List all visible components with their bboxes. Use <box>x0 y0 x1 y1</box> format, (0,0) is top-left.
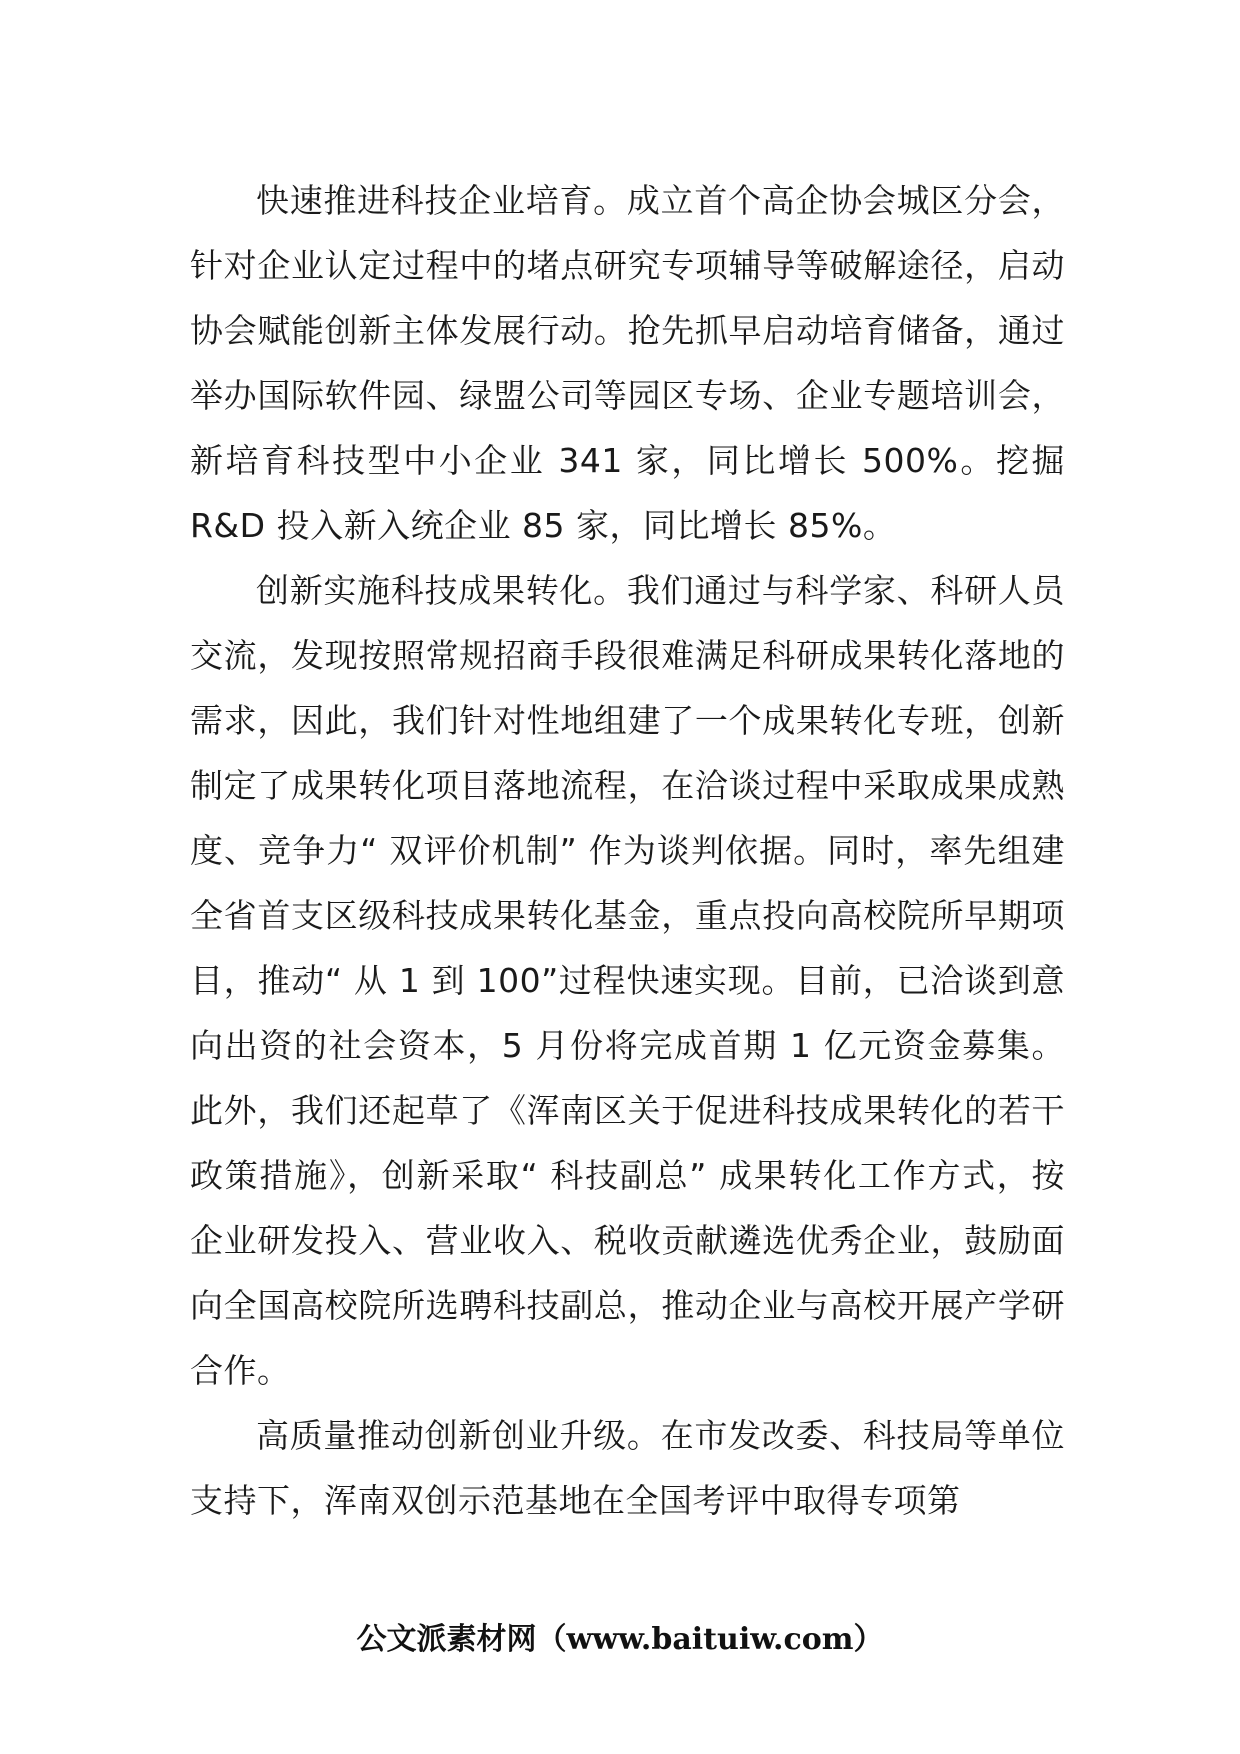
document-body <box>190 168 1065 1533</box>
paragraph-tech-achievement-transfer: 创新实施科技成果转化。我们通过与科学家、科研人员交流，发现按照常规招商手段很难满足科研成果转化落地的需求，因此，我们针对性地组建了一个成果转化专班，创新制定了成果转化项目落地流程，在洽谈过程中采取成果成熟度、竞争力“ 双评价机制” 作为谈判依据。同时，率先组建全省首支区级科技成果转化基金，重点投向高校院所早期项目，推动“ 从 1 到 100”过程快速实现。目前，已洽谈到意向出资的社会资本，5 月份将完成首期 1 亿元资金募集。此外，我们还起草了《浑南区关于促进科技成果转化的若干政策措施》，创新采取“ 科技副总” 成果转化工作方式，按企业研发投入、营业收入、税收贡献遴选优秀企业，鼓励面向全国高校院所选聘科技副总，推动企业与高校开展产学研合作。 <box>190 571 1065 1390</box>
footer-watermark: 公文派素材网（www.baituiw.com） <box>356 1622 884 1657</box>
paragraph-tech-enterprise-cultivation: 快速推进科技企业培育。成立首个高企协会城区分会，针对企业认定过程中的堵点研究专项辅导等破解途径，启动协会赋能创新主体发展行动。抢先抓早启动培育储备，通过举办国际软件园、绿盟公司等园区专场、企业专题培训会，新培育科技型中小企业 341 家，同比增长 500%。挖掘 R&D 投入新入统企业 85 家，同比增长 85%。 <box>190 181 1065 545</box>
paragraph-innovation-entrepreneurship: 高质量推动创新创业升级。在市发改委、科技局等单位支持下，浑南双创示范基地在全国考评中取得专项第 <box>190 1416 1065 1520</box>
